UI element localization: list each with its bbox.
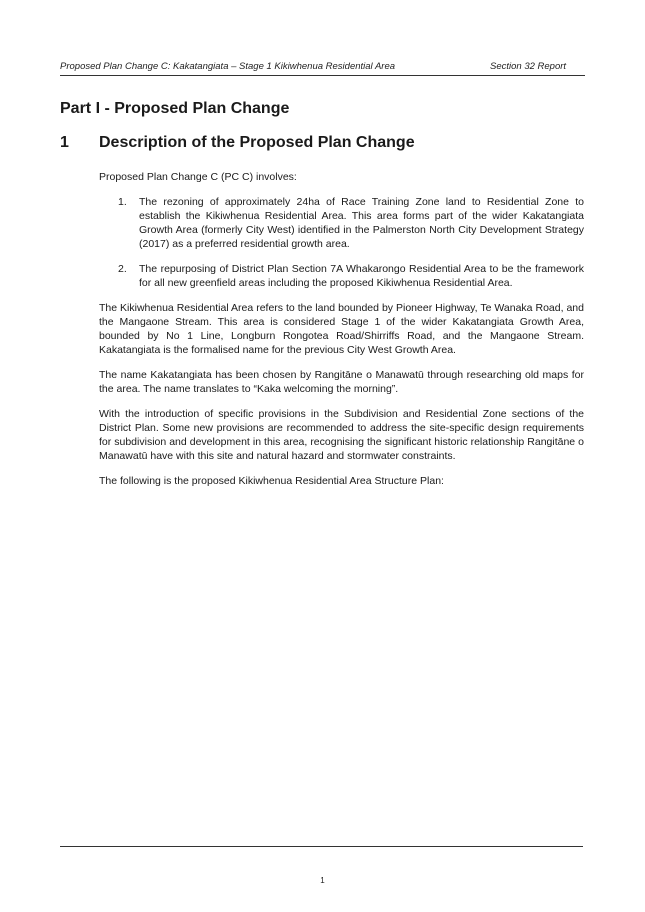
body-paragraph: With the introduction of specific provisions in the Subdivision and Residential Zone sections of the District Plan. Some new provisions are recommended to address the site-specific design requirements for subdivision and development in this area, recognising the significant historic relationship Rangitāne o Manawatū have with this site and natural hazard and stormwater constraints. (99, 408, 584, 462)
header-divider (60, 75, 585, 76)
footer-divider (60, 846, 583, 847)
list-item-marker: 1. (118, 196, 127, 208)
body-paragraph: The following is the proposed Kikiwhenua Residential Area Structure Plan: (99, 475, 444, 487)
list-item-marker: 2. (118, 263, 127, 275)
section-title: Description of the Proposed Plan Change (99, 134, 415, 151)
page-number: 1 (320, 876, 325, 885)
list-item-text: The repurposing of District Plan Section 7A Whakarongo Residential Area to be the framework for all new greenfield areas including the proposed Kikiwhenua Residential Area. (139, 263, 584, 289)
body-paragraph: The name Kakatangiata has been chosen by Rangitāne o Manawatū through researching old maps for the area. The name translates to “Kaka welcoming the morning”. (99, 369, 584, 395)
body-paragraph: The Kikiwhenua Residential Area refers to the land bounded by Pioneer Highway, Te Wanaka Road, and the Mangaone Stream. This area is considered Stage 1 of the wider Kakatangiata Growth Area, bounded by No 1 Line, Longburn Rongotea Road/Shirriffs Road, and the Mangaone Stream. Kakatangiata is the formalised name for the previous City West Growth Area. (99, 302, 584, 356)
list-item-text: The rezoning of approximately 24ha of Race Training Zone land to Residential Zone to establish the Kikiwhenua Residential Area. This area forms part of the wider Kakatangiata Growth Area (formerly City West) identified in the Palmerston North City Development Strategy (2017) as a preferred residential growth area. (139, 196, 584, 250)
header-title: Proposed Plan Change C: Kakatangiata – Stage 1 Kikiwhenua Residential Area (60, 61, 396, 72)
part-heading: Part I - Proposed Plan Change (60, 100, 290, 117)
section-number: 1 (60, 134, 69, 151)
header-report-label: Section 32 Report (490, 61, 567, 72)
intro-paragraph: Proposed Plan Change C (PC C) involves: (99, 171, 297, 183)
